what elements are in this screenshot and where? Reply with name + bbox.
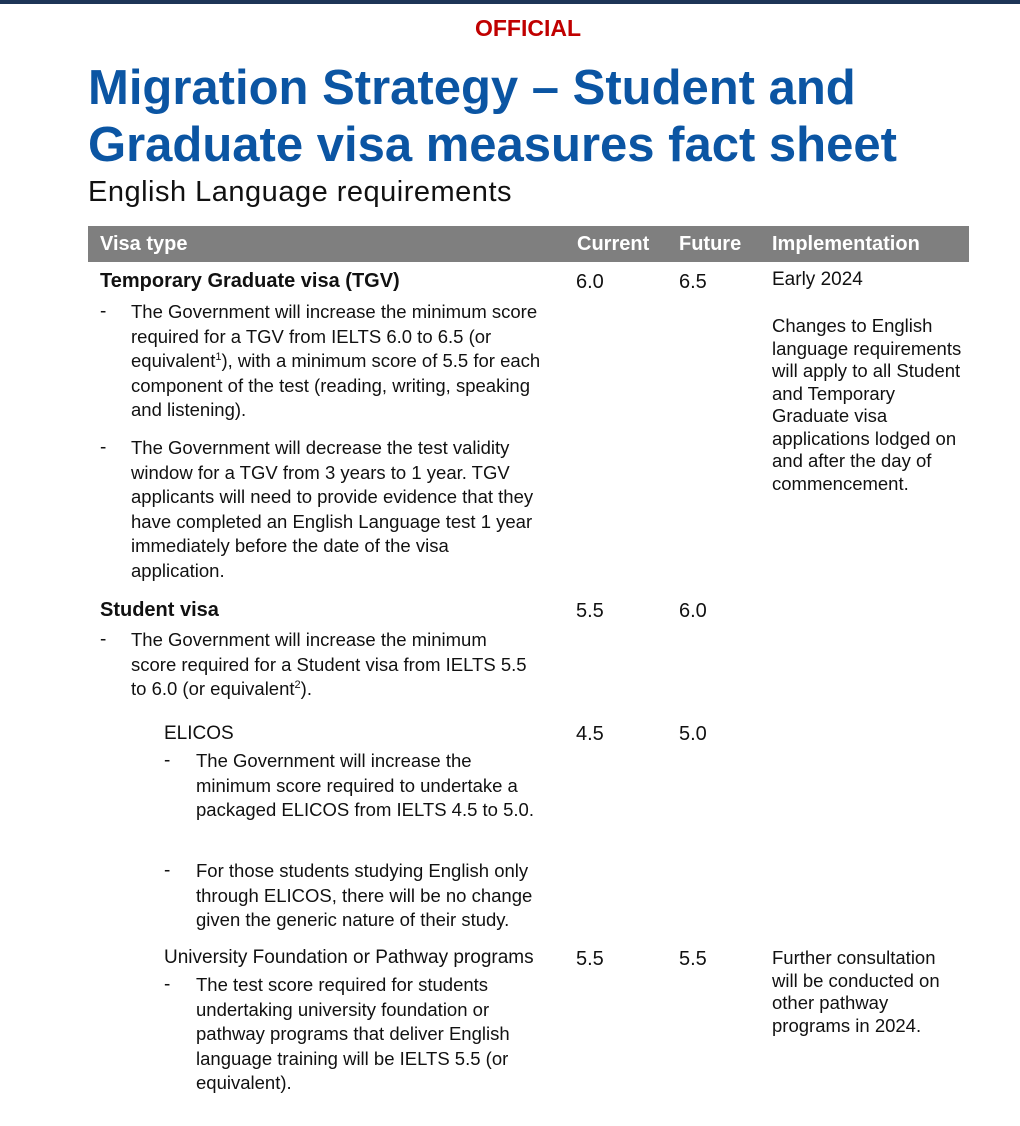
student-title: Student visa: [100, 599, 219, 621]
bullet-dash: -: [164, 860, 171, 881]
student-current: 5.5: [576, 600, 604, 622]
foundation-current: 5.5: [576, 948, 604, 970]
tgv-timing: Early 2024: [772, 269, 863, 290]
foundation-bullet-1: The test score required for students undertaking university foundation or pathway programs that deliver English language training will be IELTS 5.5 (or equivalent).: [196, 974, 510, 1094]
student-future: 6.0: [679, 600, 707, 622]
header-current: Current: [577, 233, 650, 255]
elicos-current: 4.5: [576, 723, 604, 745]
tgv-title: Temporary Graduate visa (TGV): [100, 270, 400, 292]
elicos-title: ELICOS: [164, 723, 234, 744]
elicos-bullet-1: The Government will increase the minimum score required to undertake a packaged ELICOS from IELTS 4.5 to 5.0.: [196, 750, 534, 821]
tgv-bullet-1: The Government will increase the minimum score required for a TGV from IELTS 6.0 to 6.5 (or equivalent$^1$), with a minimum score of 5.5 for each component of the test (reading, writing, speaking and listening).: [131, 301, 541, 421]
classification-label: OFFICIAL: [474, 15, 582, 41]
elicos-future: 5.0: [679, 723, 707, 745]
page-title: Migration Strategy – Student and Graduate visa measures fact sheet: [88, 61, 897, 172]
tgv-current: 6.0: [576, 271, 604, 293]
table-header: [88, 226, 969, 262]
top-border: [0, 0, 1020, 4]
bullet-dash: -: [100, 301, 107, 322]
bullet-dash: -: [164, 750, 171, 771]
header-visa-type: Visa type: [100, 233, 188, 255]
foundation-title: University Foundation or Pathway programs: [164, 947, 534, 968]
header-future: Future: [679, 233, 742, 255]
tgv-future: 6.5: [679, 271, 707, 293]
page-subtitle: English Language requirements: [88, 176, 512, 208]
bullet-dash: -: [100, 629, 107, 650]
bullet-dash: -: [164, 974, 171, 995]
bullet-dash: -: [100, 437, 107, 458]
tgv-bullet-2: The Government will decrease the test validity window for a TGV from 3 years to 1 year. TGV applicants will need to provide evidence that they have completed an English Language test 1 year immediately before the date of the visa application.: [131, 437, 534, 581]
header-implementation: Implementation: [772, 233, 920, 255]
foundation-implementation-note: Further consultation will be conducted on other pathway programs in 2024.: [772, 947, 940, 1036]
student-bullet-1: The Government will increase the minimum score required for a Student visa from IELTS 5.5 to 6.0 (or equivalent$^2$).: [131, 629, 527, 700]
elicos-bullet-2: For those students studying English only through ELICOS, there will be no change given the generic nature of their study.: [196, 860, 533, 931]
foundation-future: 5.5: [679, 948, 707, 970]
implementation-note: Changes to English language requirements will apply to all Student and Temporary Graduate visa applications lodged on and after the day of commencement.: [772, 315, 962, 494]
